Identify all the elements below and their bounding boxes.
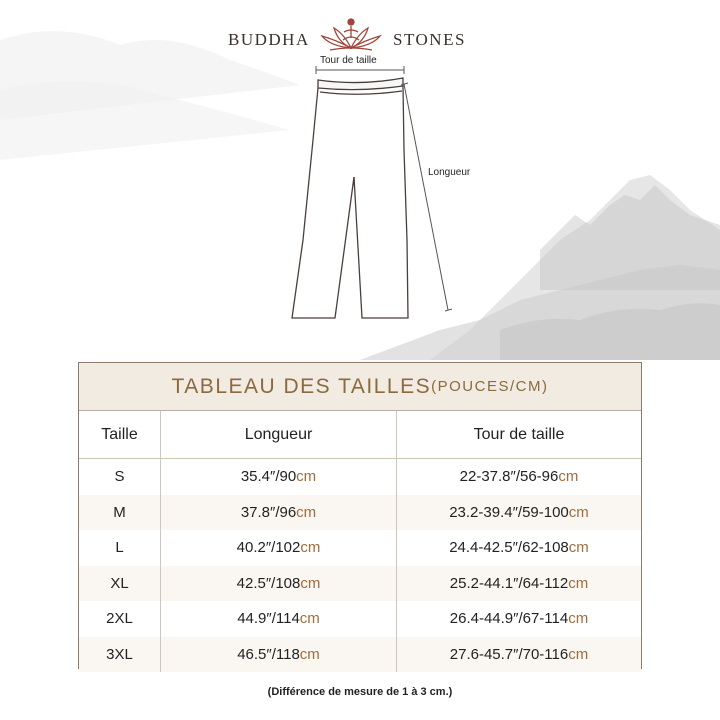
table-title-main: TABLEAU DES TAILLES bbox=[171, 374, 432, 398]
cell-length-value: 42.5″/108 bbox=[236, 574, 301, 592]
length-measure-line bbox=[404, 84, 448, 310]
cell-length-value: 37.8″/96 bbox=[240, 503, 297, 521]
cell-length-value: 46.5″/118 bbox=[237, 645, 300, 663]
cell-size bbox=[79, 530, 161, 566]
unit-label: cm bbox=[568, 574, 589, 592]
size-table bbox=[78, 362, 642, 669]
pants-outline bbox=[292, 86, 408, 318]
unit-label: cm bbox=[568, 539, 589, 557]
cell-size bbox=[79, 566, 161, 602]
cell-waist bbox=[397, 495, 641, 531]
cell-length bbox=[161, 495, 397, 531]
cell-waist bbox=[397, 459, 641, 495]
cell-waist-value: 22-37.8″/56-96 bbox=[459, 468, 559, 486]
cell-length-value: 40.2″/102 bbox=[236, 539, 301, 557]
cell-waist bbox=[397, 637, 641, 673]
cell-size bbox=[79, 495, 161, 531]
cell-waist-value: 26.4-44.9″/67-114 bbox=[449, 610, 569, 628]
cell-size bbox=[79, 637, 161, 673]
cell-size-value: XL bbox=[110, 574, 129, 592]
cell-size bbox=[79, 601, 161, 637]
cell-length bbox=[161, 637, 397, 673]
cell-length bbox=[161, 530, 397, 566]
cell-size-value: M bbox=[113, 503, 126, 521]
measurement-footnote: (Différence de mesure de 1 à 3 cm.) bbox=[267, 686, 453, 698]
cell-waist bbox=[397, 530, 641, 566]
header-length: Longueur bbox=[161, 411, 397, 459]
brand-name-right: STONES bbox=[393, 30, 466, 49]
cell-waist-value: 23.2-39.4″/59-100 bbox=[449, 503, 569, 521]
cell-size bbox=[79, 459, 161, 495]
cell-length-value: 44.9″/114 bbox=[237, 610, 300, 628]
waistband bbox=[318, 78, 403, 90]
cell-length-value: 35.4″/90 bbox=[240, 468, 297, 486]
unit-label: cm bbox=[558, 468, 579, 486]
cell-length bbox=[161, 459, 397, 495]
unit-label: cm bbox=[296, 468, 317, 486]
cell-waist-value: 25.2-44.1″/64-112 bbox=[449, 574, 569, 592]
cell-size-value: L bbox=[115, 539, 124, 557]
unit-label: cm bbox=[300, 539, 321, 557]
unit-label: cm bbox=[568, 645, 589, 663]
cell-size-value: 2XL bbox=[106, 610, 133, 628]
cell-length bbox=[161, 566, 397, 602]
table-title bbox=[79, 363, 641, 411]
unit-label: cm bbox=[568, 610, 589, 628]
brand-name-left: BUDDHA bbox=[228, 30, 310, 49]
cell-waist bbox=[397, 566, 641, 602]
waist-label: Tour de taille bbox=[320, 55, 377, 66]
cell-waist-value: 24.4-42.5″/62-108 bbox=[449, 539, 569, 557]
header-size: Taille bbox=[79, 411, 161, 459]
cell-waist bbox=[397, 601, 641, 637]
unit-label: cm bbox=[299, 645, 320, 663]
length-label: Longueur bbox=[428, 167, 471, 178]
table-title-sub: (POUCES/CM) bbox=[431, 378, 549, 395]
unit-label: cm bbox=[300, 574, 321, 592]
cell-length bbox=[161, 601, 397, 637]
header-waist: Tour de taille bbox=[397, 411, 641, 459]
unit-label: cm bbox=[296, 503, 317, 521]
cell-size-value: S bbox=[114, 468, 125, 486]
unit-label: cm bbox=[299, 610, 320, 628]
table-grid bbox=[79, 411, 641, 672]
cell-size-value: 3XL bbox=[106, 645, 133, 663]
cell-waist-value: 27.6-45.7″/70-116 bbox=[449, 645, 569, 663]
unit-label: cm bbox=[568, 503, 589, 521]
